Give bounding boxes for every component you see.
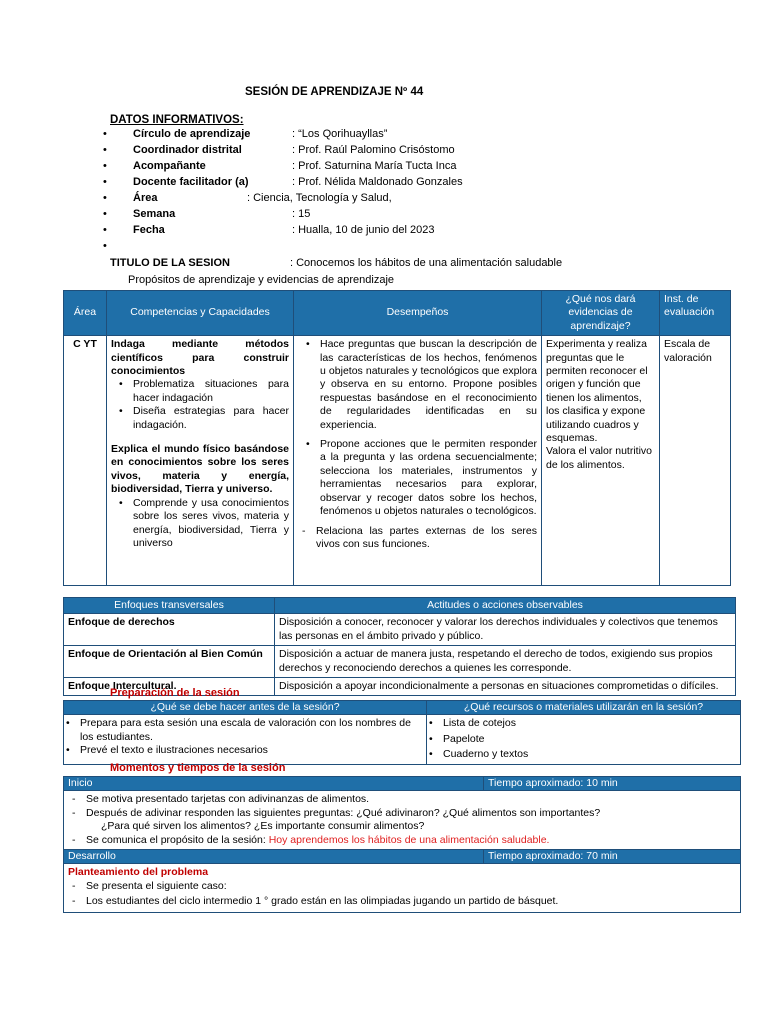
datos-value: : 15 (292, 208, 311, 220)
list-item: • Propone acciones que le permiten responder a la pregunta y las ordena secuencialmente; selecciona los materiales, instrumentos y herramientas necesarios para explorar, observar y recoger datos sobre los hechos, fenómenos u objetos naturales o tecnológicos. (320, 438, 537, 518)
header-recursos: ¿Qué recursos o materiales utilizarán en la sesión? (427, 701, 741, 715)
desempenos-cell (294, 336, 542, 586)
bullet: • (103, 144, 107, 156)
list-item (68, 834, 736, 847)
datos-row (103, 128, 723, 144)
datos-row (103, 176, 723, 192)
evidencias-cell: Experimenta y realiza preguntas que le permiten reconocer el origen y función que tienen los alimentos, los clasifica y expone utilizando cuadros y esquemas. Valora el valor nutritivo de los alimentos. (542, 336, 660, 586)
session-title: SESIÓN DE APRENDIZAJE Nº 44 (245, 86, 424, 98)
header-actitudes: Actitudes o acciones observables (275, 598, 736, 614)
header-enfoques: Enfoques transversales (64, 598, 275, 614)
propositos-label: Propósitos de aprendizaje y evidencias de aprendizaje (128, 274, 395, 286)
datos-key: Coordinador distrital (133, 144, 242, 156)
bullet: • (103, 128, 107, 140)
planteamiento-heading: Planteamiento del problema (68, 866, 209, 879)
desarrollo-content (64, 864, 741, 913)
momentos-table (63, 776, 741, 913)
header-desempenos: Desempeños (294, 291, 542, 336)
header-evidencias: ¿Qué nos dará evidencias de aprendizaje? (542, 291, 660, 336)
datos-key: Círculo de aprendizaje (133, 128, 251, 140)
inicio-time: Tiempo aproximado: 10 min (484, 777, 741, 791)
enfoques-table (63, 597, 736, 696)
actitud-cell: Disposición a actuar de manera justa, respetando el derecho de todos, exigiendo sus propios derechos y reconociendo derechos a quienes les corresponde. (275, 646, 736, 678)
inicio-content (64, 791, 741, 850)
datos-value: : Prof. Nélida Maldonado Gonzales (292, 176, 463, 188)
list-item: • Prevé el texto e ilustraciones necesarios (80, 744, 422, 757)
actitud-cell: Disposición a conocer, reconocer y valorar los derechos individuales y colectivos que tenemos las personas en el ámbito privado y público. (275, 614, 736, 646)
enfoque-cell: Enfoque de Orientación al Bien Común (64, 646, 275, 678)
bullet: • (103, 208, 107, 220)
header-area: Área (64, 291, 107, 336)
competencias-cell (107, 336, 294, 586)
list-item: • Papelote (443, 733, 736, 746)
capacidades-list (111, 378, 289, 432)
header-antes: ¿Qué se debe hacer antes de la sesión? (64, 701, 427, 715)
proposito-table (63, 290, 731, 586)
desempenos-list (298, 338, 537, 518)
datos-value: : Ciencia, Tecnología y Salud, (247, 192, 392, 204)
datos-value: : Hualla, 10 de junio del 2023 (292, 224, 435, 236)
inicio-label: Inicio (64, 777, 484, 791)
titulo-label: TITULO DE LA SESION (110, 257, 230, 269)
preparacion-heading: Preparación de la sesión (110, 687, 240, 699)
proposito-text: Hoy aprendemos los hábitos de una alimentación saludable. (268, 833, 550, 846)
recursos-list (431, 717, 736, 761)
actitud-cell: Disposición a apoyar incondicionalmente a personas en situaciones comprometidas o difíciles. (275, 678, 736, 696)
datos-row (103, 144, 723, 160)
antes-list (68, 717, 422, 757)
list-item: - Se presenta el siguiente caso: (68, 880, 736, 893)
bullet: • (103, 192, 107, 204)
preparacion-table (63, 700, 741, 765)
recursos-cell (427, 715, 741, 764)
bullet: • (103, 176, 107, 188)
header-competencias: Competencias y Capacidades (107, 291, 294, 336)
list-item: ¿Para qué sirven los alimentos? ¿Es importante consumir alimentos? (101, 820, 425, 833)
datos-row (103, 208, 723, 224)
list-item: - Relaciona las partes externas de los seres vivos con sus funciones. (298, 525, 537, 552)
instrumento-cell: Escala de valoración (660, 336, 731, 586)
competencia-title: Indaga mediante métodos científicos para construir conocimientos (111, 338, 289, 378)
datos-row (103, 160, 723, 176)
list-item: - Los estudiantes del ciclo intermedio 1 ° grado están en las olimpiadas jugando un partido de básquet. (68, 895, 736, 908)
datos-key: Docente facilitador (a) (133, 176, 249, 188)
desarrollo-time: Tiempo aproximado: 70 min (484, 850, 741, 864)
momentos-heading: Momentos y tiempos de la sesión (110, 762, 286, 774)
proposito-lead: Se comunica el propósito de la sesión: (86, 833, 269, 846)
antes-cell (64, 715, 427, 764)
datos-row (103, 192, 723, 208)
enfoque-cell: Enfoque Intercultural. (64, 678, 275, 696)
datos-value: : Prof. Saturnina María Tucta Inca (292, 160, 457, 172)
bullet: • (103, 224, 107, 236)
datos-value: : “Los Qorihuayllas” (292, 128, 388, 140)
list-item: • Problematiza situaciones para hacer indagación (133, 378, 289, 405)
enfoque-cell: Enfoque de derechos (64, 614, 275, 646)
list-item: • Lista de cotejos (443, 717, 736, 730)
list-item: - Se motiva presentado tarjetas con adivinanzas de alimentos. (68, 793, 736, 806)
datos-key: Semana (133, 208, 176, 220)
bullet: • (103, 160, 107, 172)
list-item: • Diseña estrategias para hacer indagación. (133, 405, 289, 432)
datos-heading: DATOS INFORMATIVOS: (110, 114, 244, 126)
datos-value: : Prof. Raúl Palomino Crisóstomo (292, 144, 455, 156)
desarrollo-label: Desarrollo (64, 850, 484, 864)
datos-row (103, 240, 723, 256)
header-instrumento: Inst. de evaluación (660, 291, 731, 336)
list-item: • Prepara para esta sesión una escala de valoración con los nombres de los estudiantes. (80, 717, 422, 744)
competencia-title: Explica el mundo físico basándose en conocimientos sobre los seres vivos, materia y energía, biodiversidad, Tierra y universo. (111, 443, 289, 496)
list-item: - Después de adivinar responden las siguientes preguntas: ¿Qué adivinaron? ¿Qué alimentos son importantes? (68, 807, 736, 820)
area-cell: C YT (64, 336, 107, 586)
bullet: • (103, 240, 107, 252)
datos-key: Fecha (133, 224, 165, 236)
list-item: • Hace preguntas que buscan la descripción de las características de los hechos, fenómenos u objetos naturales y tecnológicos que explora y observa en su entorno. Propone posibles respuestas basándose en el reconocimiento de regularidades identificadas en su experiencia. (320, 338, 537, 432)
capacidades-list (111, 497, 289, 551)
datos-key: Acompañante (133, 160, 206, 172)
datos-key: Área (133, 192, 158, 204)
titulo-value: : Conocemos los hábitos de una alimentación saludable (290, 257, 563, 269)
list-item: • Comprende y usa conocimientos sobre los seres vivos, materia y energía, biodiversidad, Tierra y universo (133, 497, 289, 551)
list-item: • Cuaderno y textos (443, 748, 736, 761)
datos-row (103, 224, 723, 240)
